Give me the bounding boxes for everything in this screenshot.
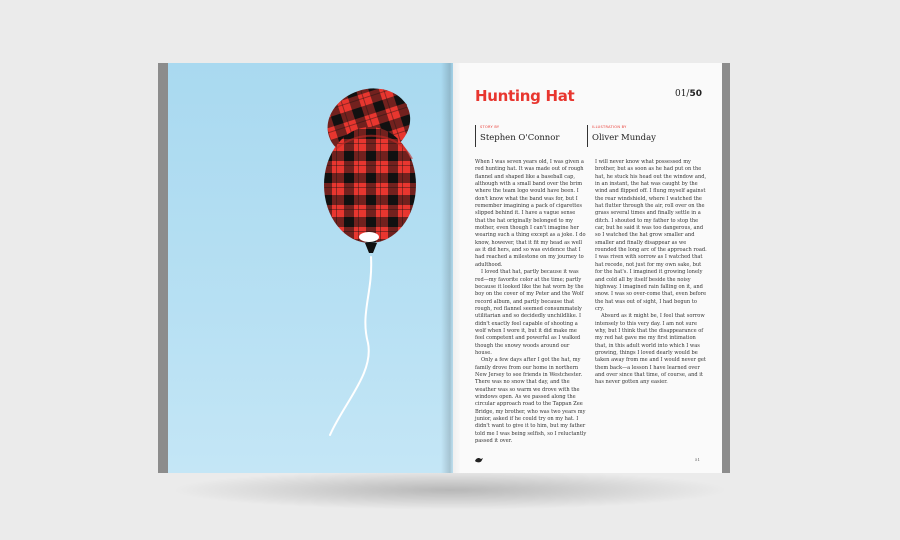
footer-page-number: 51	[694, 457, 700, 462]
open-magazine	[158, 63, 730, 473]
illustration-label: ILLUSTRATION BY	[592, 125, 627, 129]
balloon-string	[330, 257, 371, 435]
illustration-page	[168, 63, 453, 473]
article-title: Hunting Hat	[475, 87, 575, 105]
paragraph: I loved that hat, partly because it was red—my favorite color at the time; partly because it looked like the hat worn by the boy on the cover of my Peter and the Wolf record album, and partly because that rough, red flannel seemed consummately utilitarian and so decidedly unchildlike. I didn't exactly feel capable of shooting a wolf when I wore it, but it did make me feel competent and powerful as I walked though the snowy woods around our house.	[475, 269, 584, 356]
page-total: 50	[689, 89, 702, 99]
paragraph: Absurd as it might be, I feel that sorrow intensely to this very day. I am not sure why, but I think that the disappearance of my red hat gave me my first intimation that, in this adult world into which I was growing, things I loved dearly would be taken away from me and I would never get them back—a lesson I have learned over and over since that time, of course, and it has never gotten any easier.	[595, 313, 706, 386]
back-cover-edge-right	[722, 63, 730, 473]
author-name: Stephen O'Connor	[480, 133, 560, 143]
text-page	[453, 63, 722, 473]
hat-button	[371, 175, 375, 179]
balloon-highlight	[359, 232, 379, 242]
paragraph: Only a few days after I got the hat, my family drove from our home in northern New Jersey to see friends in Westchester. There was no snow that day, and the weather was so warm we drove with the windows open. As we passed along the circular approach road to the Tappan Zee Bridge, my brother, who was two years my junior, asked if he could try on my hat. I didn't want to give it to him, but my father told me I was being selfish, so I reluctantly passed it over.	[475, 357, 587, 445]
body-column-1	[475, 159, 587, 445]
balloon-hat-illustration	[168, 63, 453, 473]
book-shadow	[170, 470, 730, 510]
page-counter	[675, 89, 702, 99]
paragraph: When I was seven years old, I was given a red hunting hat. It was made out of rough flannel and shaped like a baseball cap, although with a small band over the brim where the team logo would have been. I don't know what the band was for, but I remember imagining a pack of cigarettes slipped behind it. I have a vague sense that the hat originally belonged to my mother, even though I can't imagine her wearing such a thing except as a joke. I do know, however, that it fit my head as well as it did hers, and so was evidence that I had reached a milestone on my journey to adulthood.	[475, 159, 586, 268]
story-label: STORY BY	[480, 125, 500, 129]
balloon-body	[324, 127, 416, 243]
page-current: 01	[674, 89, 687, 99]
book-gutter	[441, 63, 461, 473]
bird-icon	[475, 457, 483, 463]
page-slash: /	[686, 89, 690, 99]
body-column-2	[595, 159, 707, 387]
illustrator-name: Oliver Munday	[592, 133, 656, 143]
paragraph: I will never know what possessed my brother, but as soon as he had put on the hat, he stuck his head out the window and, in an instant, the hat was caught by the wind and flipped off. I flung myself against the rear windshield, where I watched the hat flutter through the air, roll over on the grass several times and finally settle in a ditch. I shouted to my father to stop the car, but he said it was too dangerous, and so I watched the hat grow smaller and smaller and finally disappear as we rounded the long arc of the approach road. I was riven with sorrow as I watched that hat recede, not just for my own sake, but for the hat's. I imagined it growing lonely and cold all by itself beside the noisy highway. I imagined rain falling on it, and snow. I was so over-come that, even before the hat was out of sight, I had begun to cry.	[595, 159, 707, 312]
balloon-knot	[365, 243, 377, 253]
